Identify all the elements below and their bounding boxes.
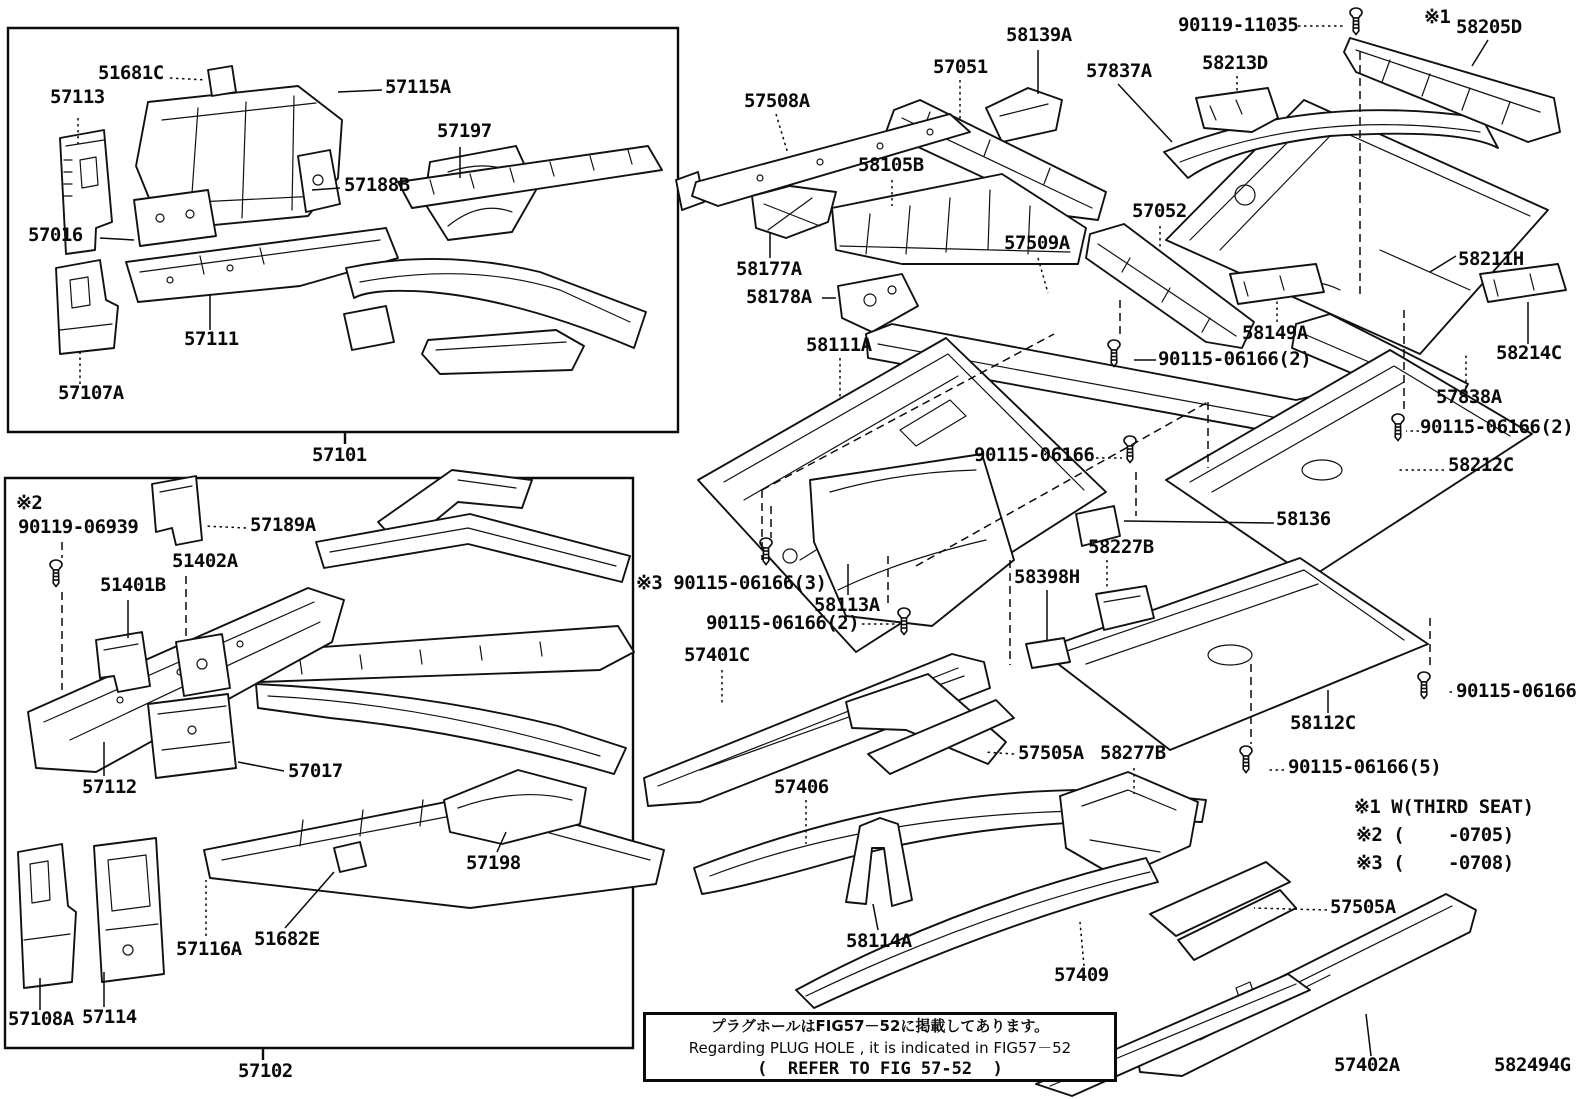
part-label-legend-2: ※2 ( -0705) (1356, 824, 1514, 846)
part-label-57838A: 57838A (1436, 386, 1502, 408)
part-label-57402A: 57402A (1334, 1054, 1400, 1076)
part-label-58105B: 58105B (858, 154, 924, 176)
part-label-51401B: 51401B (100, 574, 166, 596)
part-label-57114: 57114 (82, 1006, 137, 1028)
part-label-90119-06939: 90119-06939 (18, 516, 139, 538)
part-label-57108A: 57108A (8, 1008, 74, 1030)
part-label-57113: 57113 (50, 86, 105, 108)
part-label-57508A: 57508A (744, 90, 810, 112)
part-label-57051: 57051 (933, 56, 988, 78)
part-label-58149A: 58149A (1242, 322, 1308, 344)
part-label-57052: 57052 (1132, 200, 1187, 222)
part-label-58111A: 58111A (806, 334, 872, 356)
part-label-57505A-a: 57505A (1018, 742, 1084, 764)
part-label-51682E: 51682E (254, 928, 320, 950)
part-label-57017: 57017 (288, 760, 343, 782)
part-label-58227B: 58227B (1088, 536, 1154, 558)
part-label-57112: 57112 (82, 776, 137, 798)
part-label-legend-1: ※1 W(THIRD SEAT) (1354, 796, 1534, 818)
part-label-note1-mark: ※1 (1424, 6, 1451, 28)
part-label-58205D: 58205D (1456, 16, 1522, 38)
part-label-58113A: 58113A (814, 594, 880, 616)
part-label-58114A: 58114A (846, 930, 912, 952)
part-label-57111: 57111 (184, 328, 239, 350)
plug-note-japanese: プラグホールはFIG57－52に掲載してあります。 (710, 1017, 1050, 1035)
part-label-90119-11035: 90119-11035 (1178, 14, 1299, 36)
part-label-57197: 57197 (437, 120, 492, 142)
part-label-58112C: 58112C (1290, 712, 1356, 734)
part-label-90115-06166-a: 90115-06166 (974, 444, 1095, 466)
part-label-58398H: 58398H (1014, 566, 1080, 588)
part-label-57102: 57102 (238, 1060, 293, 1082)
part-label-58213D: 58213D (1202, 52, 1268, 74)
plug-hole-note-box (643, 1012, 1117, 1082)
part-label-57509A: 57509A (1004, 232, 1070, 254)
part-label-90115-06166-2-c: 90115-06166(2) (706, 612, 860, 634)
part-label-58136: 58136 (1276, 508, 1331, 530)
part-label-58212C: 58212C (1448, 454, 1514, 476)
part-label-57189A: 57189A (250, 514, 316, 536)
part-label-legend-3: ※3 ( -0708) (1356, 852, 1514, 874)
plug-note-english: Regarding PLUG HOLE , it is indicated in FIG57－52 (688, 1039, 1072, 1057)
part-label-582494G: 582494G (1494, 1054, 1571, 1076)
parts-art-box-57101 (56, 62, 662, 374)
part-label-57107A: 57107A (58, 382, 124, 404)
part-label-57101: 57101 (312, 444, 367, 466)
plug-note-reference: ( REFER TO FIG 57-52 ) (757, 1059, 1003, 1079)
part-label-note3-90115-06166-3: ※3 90115-06166(3) (636, 572, 827, 594)
part-label-58139A: 58139A (1006, 24, 1072, 46)
part-label-57406: 57406 (774, 776, 829, 798)
part-label-58178A: 58178A (746, 286, 812, 308)
part-label-57115A: 57115A (385, 76, 451, 98)
part-label-58211H: 58211H (1458, 248, 1524, 270)
part-label-57116A: 57116A (176, 938, 242, 960)
part-label-57409: 57409 (1054, 964, 1109, 986)
part-label-57198: 57198 (466, 852, 521, 874)
part-label-90115-06166-b: 90115-06166 (1456, 680, 1577, 702)
part-label-57837A: 57837A (1086, 60, 1152, 82)
part-label-58277B: 58277B (1100, 742, 1166, 764)
part-label-90115-06166-2-b: 90115-06166(2) (1420, 416, 1574, 438)
part-label-box2-corner-mark: ※2 (16, 492, 43, 514)
part-label-51681C: 51681C (98, 62, 164, 84)
part-label-90115-06166-2-a: 90115-06166(2) (1158, 348, 1312, 370)
part-label-90115-06166-5: 90115-06166(5) (1288, 756, 1442, 778)
part-label-57016: 57016 (28, 224, 83, 246)
parts-art-main (644, 38, 1566, 1096)
part-label-58214C: 58214C (1496, 342, 1562, 364)
part-label-58177A: 58177A (736, 258, 802, 280)
part-label-51402A: 51402A (172, 550, 238, 572)
part-label-57505A-b: 57505A (1330, 896, 1396, 918)
parts-art-box-57102 (18, 470, 664, 988)
part-label-57188B: 57188B (344, 174, 410, 196)
part-label-57401C: 57401C (684, 644, 750, 666)
